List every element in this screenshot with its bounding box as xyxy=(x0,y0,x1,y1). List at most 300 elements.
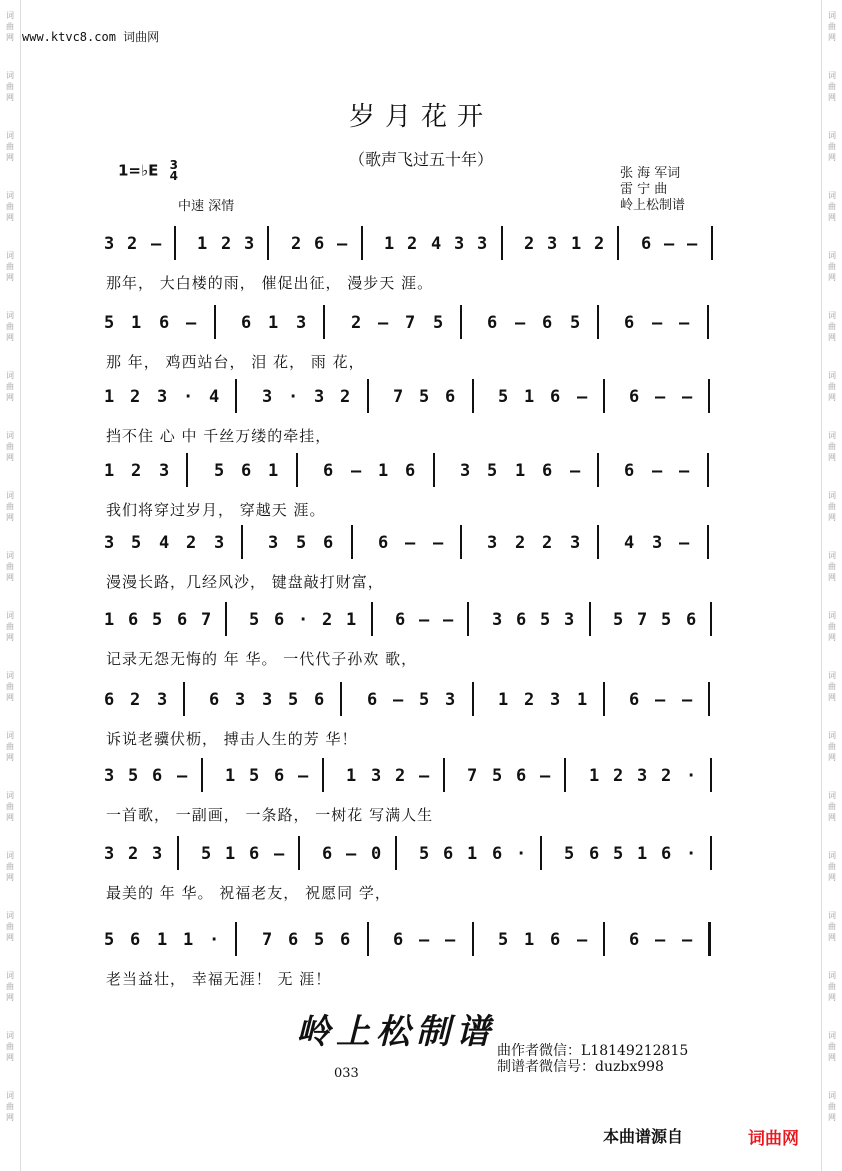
note: 5 xyxy=(131,533,142,553)
note: 3 xyxy=(487,533,498,553)
note: 5 xyxy=(419,387,430,407)
note: 6 xyxy=(661,844,672,864)
note: 1 xyxy=(225,766,236,786)
note: 4 xyxy=(624,533,635,553)
notation-line xyxy=(104,387,744,445)
note: 3 xyxy=(104,533,115,553)
note: 3 xyxy=(454,234,465,254)
note: 6 xyxy=(443,844,454,864)
note: 7 xyxy=(393,387,404,407)
note: 6 xyxy=(629,930,640,950)
side-watermark-text: 词 曲 网 xyxy=(6,191,14,222)
note: · xyxy=(298,610,309,630)
note: 6 xyxy=(323,533,334,553)
note: 6 xyxy=(629,387,640,407)
note: – xyxy=(577,387,588,407)
barline xyxy=(235,922,237,956)
time-signature xyxy=(170,160,178,182)
note: 2 xyxy=(186,533,197,553)
side-watermark-text: 词 曲 网 xyxy=(6,851,14,882)
note: – xyxy=(298,766,309,786)
barline xyxy=(241,525,243,559)
note: 3 xyxy=(547,234,558,254)
side-watermark-text: 词 曲 网 xyxy=(828,1031,836,1062)
barline xyxy=(322,758,324,792)
side-watermark-text: 词 曲 网 xyxy=(6,131,14,162)
note: 5 xyxy=(498,387,509,407)
note: 3 xyxy=(570,533,581,553)
note: 6 xyxy=(323,461,334,481)
lyric-line: 漫漫长路，几经风沙， 键盘敲打财富， xyxy=(106,573,384,591)
song-subtitle: （歌声飞过五十年） xyxy=(348,150,493,169)
composer-credit: 雷 宁 曲 xyxy=(620,182,668,197)
note: 2 xyxy=(524,690,535,710)
note: 3 xyxy=(244,234,255,254)
notation-line xyxy=(104,313,744,371)
note: 6 xyxy=(487,313,498,333)
barline xyxy=(296,453,298,487)
note: 1 xyxy=(104,461,115,481)
note: 2 xyxy=(127,234,138,254)
note: 6 xyxy=(629,690,640,710)
note: – xyxy=(419,610,430,630)
note: 2 xyxy=(130,387,141,407)
note: 3 xyxy=(157,690,168,710)
note: 6 xyxy=(130,930,141,950)
note: 2 xyxy=(322,610,333,630)
note: – xyxy=(655,690,666,710)
note: 3 xyxy=(637,766,648,786)
note: 6 xyxy=(249,844,260,864)
note: – xyxy=(679,533,690,553)
lyricist-credit: 张 海 军词 xyxy=(620,166,681,181)
note: 2 xyxy=(515,533,526,553)
note: · xyxy=(516,844,527,864)
note: 3 xyxy=(152,844,163,864)
barline xyxy=(183,682,185,716)
side-watermark-text: 词 曲 网 xyxy=(6,251,14,282)
note: 6 xyxy=(274,610,285,630)
barline xyxy=(707,525,709,559)
side-watermark-text: 词 曲 网 xyxy=(828,311,836,342)
note: · xyxy=(686,844,697,864)
barline xyxy=(371,602,373,636)
note: 6 xyxy=(445,387,456,407)
note: 6 xyxy=(177,610,188,630)
note: 3 xyxy=(104,844,115,864)
note: 6 xyxy=(395,610,406,630)
barline xyxy=(367,379,369,413)
note: – xyxy=(274,844,285,864)
barline xyxy=(603,379,605,413)
note: 5 xyxy=(288,690,299,710)
note: 5 xyxy=(433,313,444,333)
side-watermark-text: 词 曲 网 xyxy=(828,131,836,162)
side-watermark-text: 词 曲 网 xyxy=(6,971,14,1002)
note: 6 xyxy=(624,313,635,333)
note: 6 xyxy=(378,533,389,553)
note: 5 xyxy=(249,610,260,630)
note: 2 xyxy=(524,234,535,254)
note: 1 xyxy=(268,313,279,333)
note: – xyxy=(443,610,454,630)
note: 1 xyxy=(467,844,478,864)
arranger-credit: 岭上松制谱 xyxy=(620,198,686,213)
side-watermark-text: 词 曲 网 xyxy=(6,551,14,582)
note: 0 xyxy=(371,844,382,864)
note: 7 xyxy=(201,610,212,630)
barline xyxy=(472,922,474,956)
note: 5 xyxy=(564,844,575,864)
note: 5 xyxy=(296,533,307,553)
note: 3 xyxy=(652,533,663,553)
note: 6 xyxy=(367,690,378,710)
note: 5 xyxy=(661,610,672,630)
page-number: 033 xyxy=(334,1066,359,1081)
note: 3 xyxy=(445,690,456,710)
barline xyxy=(564,758,566,792)
side-watermark-text: 词 曲 网 xyxy=(6,11,14,42)
note: 5 xyxy=(249,766,260,786)
side-watermark-text: 词 曲 网 xyxy=(828,551,836,582)
side-watermark-text: 词 曲 网 xyxy=(828,371,836,402)
note: 1 xyxy=(571,234,582,254)
side-watermark-text: 词 曲 网 xyxy=(828,611,836,642)
note: 5 xyxy=(214,461,225,481)
note: 6 xyxy=(104,690,115,710)
note: – xyxy=(337,234,348,254)
note: 5 xyxy=(540,610,551,630)
notation-line xyxy=(104,234,744,292)
note: – xyxy=(351,461,362,481)
note: 6 xyxy=(542,461,553,481)
final-barline xyxy=(708,922,711,956)
note: – xyxy=(393,690,404,710)
composer-wechat: 曲作者微信：L18149212815 xyxy=(497,1043,689,1059)
lyric-line: 诉说老骥伏枥， 搏击人生的芳 华！ xyxy=(106,730,358,748)
note: 6 xyxy=(624,461,635,481)
side-watermark-text: 词 曲 网 xyxy=(828,431,836,462)
note: · xyxy=(209,930,220,950)
note: 5 xyxy=(128,766,139,786)
note: 6 xyxy=(314,234,325,254)
note: 1 xyxy=(225,844,236,864)
note: – xyxy=(445,930,456,950)
site-watermark[interactable]: www.ktvc8.com 词曲网 xyxy=(22,30,160,44)
notation-line xyxy=(104,930,744,988)
barline xyxy=(225,602,227,636)
note: – xyxy=(655,930,666,950)
note: 3 xyxy=(564,610,575,630)
note: 5 xyxy=(104,930,115,950)
note: 6 xyxy=(159,313,170,333)
lyric-line: 最美的 年 华。 祝福老友， 祝愿同 学， xyxy=(106,884,391,902)
note: 6 xyxy=(550,387,561,407)
side-watermark-text: 词 曲 网 xyxy=(828,791,836,822)
note: 6 xyxy=(340,930,351,950)
side-watermark-text: 词 曲 网 xyxy=(6,71,14,102)
note: – xyxy=(652,313,663,333)
note: 7 xyxy=(637,610,648,630)
note: – xyxy=(186,313,197,333)
barline xyxy=(597,305,599,339)
notation-line xyxy=(104,461,744,519)
note: 2 xyxy=(613,766,624,786)
note: – xyxy=(664,234,675,254)
note: 5 xyxy=(201,844,212,864)
note: – xyxy=(652,461,663,481)
note: – xyxy=(405,533,416,553)
side-watermark-text: 词 曲 网 xyxy=(828,971,836,1002)
note: 1 xyxy=(183,930,194,950)
note: 6 xyxy=(288,930,299,950)
note: 6 xyxy=(516,766,527,786)
note: 5 xyxy=(104,313,115,333)
time-top: 3 xyxy=(169,158,178,172)
note: 1 xyxy=(104,610,115,630)
note: 1 xyxy=(104,387,115,407)
note: 1 xyxy=(346,610,357,630)
note: 4 xyxy=(159,533,170,553)
source-label: 本曲谱源自 xyxy=(603,1127,684,1146)
barline xyxy=(597,525,599,559)
note: · xyxy=(183,387,194,407)
note: · xyxy=(288,387,299,407)
note: 1 xyxy=(378,461,389,481)
side-watermark-text: 词 曲 网 xyxy=(6,731,14,762)
note: 2 xyxy=(130,690,141,710)
note: – xyxy=(577,930,588,950)
notation-line xyxy=(104,844,744,902)
barline xyxy=(433,453,435,487)
barline xyxy=(710,602,712,636)
note: 3 xyxy=(104,234,115,254)
side-watermark-text: 词 曲 网 xyxy=(828,1091,836,1122)
note: 1 xyxy=(197,234,208,254)
note: 1 xyxy=(498,690,509,710)
side-watermark-text: 词 曲 网 xyxy=(6,671,14,702)
note: 3 xyxy=(296,313,307,333)
note: – xyxy=(515,313,526,333)
note: 3 xyxy=(157,387,168,407)
note: 1 xyxy=(157,930,168,950)
note: 3 xyxy=(492,610,503,630)
note: 5 xyxy=(152,610,163,630)
note: 1 xyxy=(577,690,588,710)
barline xyxy=(617,226,619,260)
barline xyxy=(472,682,474,716)
barline xyxy=(707,453,709,487)
note: 1 xyxy=(524,387,535,407)
barline xyxy=(707,305,709,339)
barline xyxy=(395,836,397,870)
note: 1 xyxy=(515,461,526,481)
note: 1 xyxy=(524,930,535,950)
note: 7 xyxy=(405,313,416,333)
note: 3 xyxy=(371,766,382,786)
barline xyxy=(710,758,712,792)
note: 6 xyxy=(542,313,553,333)
note: 3 xyxy=(262,387,273,407)
note: 5 xyxy=(314,930,325,950)
barline xyxy=(472,379,474,413)
note: – xyxy=(679,313,690,333)
notation-line xyxy=(104,533,744,591)
note: 6 xyxy=(241,461,252,481)
notation-line xyxy=(104,690,744,748)
side-watermark-text: 词 曲 网 xyxy=(828,731,836,762)
side-watermark-text: 词 曲 网 xyxy=(6,431,14,462)
barline xyxy=(597,453,599,487)
note: 6 xyxy=(152,766,163,786)
note: 4 xyxy=(209,387,220,407)
side-watermark-text: 词 曲 网 xyxy=(6,491,14,522)
note: 5 xyxy=(498,930,509,950)
side-watermark-text: 词 曲 网 xyxy=(6,311,14,342)
note: – xyxy=(570,461,581,481)
note: 2 xyxy=(594,234,605,254)
note: 6 xyxy=(209,690,220,710)
note: 1 xyxy=(268,461,279,481)
lyric-line: 老当益壮， 幸福无涯！ 无 涯！ xyxy=(106,970,332,988)
note: 6 xyxy=(589,844,600,864)
note: 6 xyxy=(314,690,325,710)
note: 2 xyxy=(131,461,142,481)
barline xyxy=(710,836,712,870)
notation-line xyxy=(104,766,744,824)
note: – xyxy=(419,766,430,786)
note: 3 xyxy=(262,690,273,710)
barline xyxy=(708,379,710,413)
key-label: 1=♭E xyxy=(118,161,159,180)
arranger-signature: 岭上松制谱 xyxy=(296,1012,496,1052)
time-bottom: 4 xyxy=(169,169,178,183)
note: 2 xyxy=(351,313,362,333)
note: 5 xyxy=(487,461,498,481)
note: 3 xyxy=(159,461,170,481)
note: 2 xyxy=(542,533,553,553)
side-watermark-text: 词 曲 网 xyxy=(828,191,836,222)
lyric-line: 那 年， 鸡西站台， 泪 花， 雨 花， xyxy=(106,353,365,371)
note: – xyxy=(346,844,357,864)
note: 5 xyxy=(570,313,581,333)
side-watermark-text: 词 曲 网 xyxy=(828,851,836,882)
note: – xyxy=(151,234,162,254)
note: – xyxy=(687,234,698,254)
lyric-line: 那年， 大白楼的雨， 催促出征， 漫步天 涯。 xyxy=(106,274,434,292)
note: 5 xyxy=(419,690,430,710)
side-watermark-text: 词 曲 网 xyxy=(6,1031,14,1062)
song-title: 岁月花开 xyxy=(348,102,493,132)
lyric-line: 挡不住 心 中 千丝万缕的牵挂， xyxy=(106,427,332,445)
note: · xyxy=(686,766,697,786)
note: 1 xyxy=(346,766,357,786)
barline xyxy=(351,525,353,559)
note: – xyxy=(682,930,693,950)
note: 6 xyxy=(274,766,285,786)
tempo-marking: 中速 深情 xyxy=(178,199,235,214)
note: 6 xyxy=(550,930,561,950)
key-signature xyxy=(118,160,178,182)
barline xyxy=(603,922,605,956)
note: 5 xyxy=(613,610,624,630)
note: – xyxy=(378,313,389,333)
note: 6 xyxy=(322,844,333,864)
notation-line xyxy=(104,610,744,668)
barline xyxy=(267,226,269,260)
barline xyxy=(711,226,713,260)
note: 6 xyxy=(686,610,697,630)
barline xyxy=(708,682,710,716)
barline xyxy=(323,305,325,339)
note: 5 xyxy=(492,766,503,786)
side-watermark-text: 词 曲 网 xyxy=(828,71,836,102)
barline xyxy=(540,836,542,870)
note: – xyxy=(682,690,693,710)
barline xyxy=(298,836,300,870)
note: 6 xyxy=(241,313,252,333)
note: 1 xyxy=(384,234,395,254)
note: – xyxy=(682,387,693,407)
barline xyxy=(367,922,369,956)
side-watermark-text: 词 曲 网 xyxy=(6,611,14,642)
note: 6 xyxy=(641,234,652,254)
note: – xyxy=(419,930,430,950)
barline xyxy=(460,525,462,559)
note: – xyxy=(655,387,666,407)
side-watermark-text: 词 曲 网 xyxy=(6,911,14,942)
source-link[interactable]: 词曲网 xyxy=(748,1129,799,1149)
note: 2 xyxy=(395,766,406,786)
note: 6 xyxy=(405,461,416,481)
note: 2 xyxy=(291,234,302,254)
note: 5 xyxy=(613,844,624,864)
note: 3 xyxy=(104,766,115,786)
lyric-line: 我们将穿过岁月， 穿越天 涯。 xyxy=(106,501,326,519)
note: 3 xyxy=(235,690,246,710)
barline xyxy=(460,305,462,339)
barline xyxy=(201,758,203,792)
note: 3 xyxy=(214,533,225,553)
barline xyxy=(361,226,363,260)
note: 1 xyxy=(637,844,648,864)
note: – xyxy=(433,533,444,553)
note: 2 xyxy=(221,234,232,254)
note: 6 xyxy=(393,930,404,950)
side-watermark-text: 词 曲 网 xyxy=(828,911,836,942)
side-watermark-text: 词 曲 网 xyxy=(6,371,14,402)
note: 7 xyxy=(467,766,478,786)
note: 3 xyxy=(477,234,488,254)
note: 2 xyxy=(128,844,139,864)
note: – xyxy=(679,461,690,481)
note: – xyxy=(540,766,551,786)
arranger-wechat: 制谱者微信号：duzbx998 xyxy=(497,1059,664,1075)
note: 7 xyxy=(262,930,273,950)
barline xyxy=(177,836,179,870)
side-watermark-text: 词 曲 网 xyxy=(828,251,836,282)
barline xyxy=(589,602,591,636)
side-watermark-text: 词 曲 网 xyxy=(6,791,14,822)
note: 3 xyxy=(314,387,325,407)
side-watermark-text: 词 曲 网 xyxy=(6,1091,14,1122)
barline xyxy=(235,379,237,413)
barline xyxy=(467,602,469,636)
barline xyxy=(340,682,342,716)
note: – xyxy=(177,766,188,786)
side-watermark-text: 词 曲 网 xyxy=(828,671,836,702)
side-watermark-text: 词 曲 网 xyxy=(828,491,836,522)
